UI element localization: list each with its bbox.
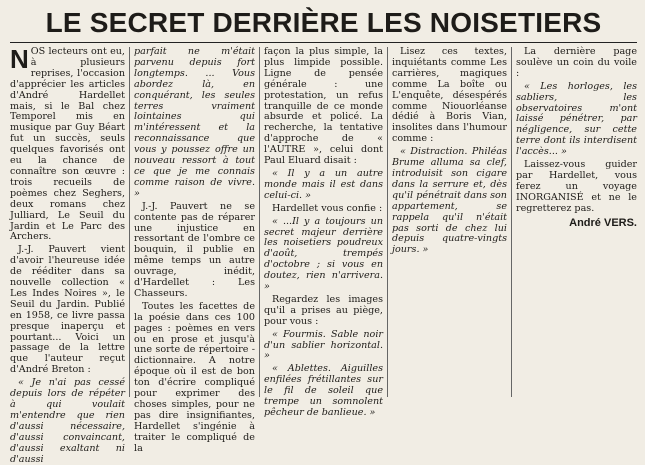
paragraph-text: Laissez-vous guider par Hardellet, vous ferez un voyage INORGANISÉ et ne le regretterez pas. xyxy=(516,159,637,214)
text-column-5 xyxy=(512,47,637,397)
article-body xyxy=(10,44,637,465)
paragraph-text: « Les horloges, les sabliers, les observatoires m'ont laissé pénétrer, par négligence, sur cette terre dont ils interdisent l'accès... » xyxy=(516,80,637,158)
paragraph-c1p3 xyxy=(10,378,125,465)
paragraph-text: « Il y a un autre monde mais il est dans celui-ci. » xyxy=(264,167,383,201)
paragraph-c1p1 xyxy=(10,44,125,243)
title-rule xyxy=(10,42,637,43)
author-signature: André VERS. xyxy=(569,216,637,229)
paragraph-c2p2 xyxy=(134,202,255,300)
text-column-2 xyxy=(130,46,260,454)
paragraph-text: « ...Il y a toujours un secret majeur derrière les noisetiers poudreux d'août, trempés d'octobre ; si vous en doutez, rien n'arrivera. » xyxy=(264,215,383,293)
paragraph-c3p4 xyxy=(264,217,383,293)
paragraph-c4p1 xyxy=(392,47,507,145)
drop-cap: N xyxy=(10,44,29,74)
paragraph-c3p2 xyxy=(264,169,383,202)
paragraph-text: Regardez les images qu'il a prises au piège, pour vous : xyxy=(264,293,383,327)
paragraph-text: façon la plus simple, la plus limpide possible. Ligne de pensée générale : une protestation, un refus tranquille de ce monde absurde et policé. La recherche, la tentative d'approche de « l'AUTRE », celui dont Paul Eluard disait : xyxy=(264,46,383,167)
paragraph-text: La dernière page soulève un coin du voile : xyxy=(516,46,637,79)
paragraph-text: « Distraction. Philéas Brume alluma sa clef, introduisit son cigare dans la serrure et, dès qu'il pénétrait dans son appartement, se rappela qu'il n'était pas sorti de chez lui depuis quatre-vingts jours. » xyxy=(392,146,507,256)
paragraph-c3p3 xyxy=(264,204,383,215)
text-column-4 xyxy=(388,47,512,397)
paragraph-c4p4 xyxy=(516,82,637,158)
paragraph-c3p5 xyxy=(264,295,383,328)
paragraph-text: Toutes les facettes de la poésie dans ces 100 pages : poèmes en vers ou en prose et jusqu'à une sorte de répertoire - dictionnaire. A notre époque où il est de bon ton d'écrire compliqué pour exprimer des choses simples, pour ne pas dire insignifiantes, Hardellet s'ingénie à traiter le compliqué de la xyxy=(134,300,255,454)
paragraph-c2p1 xyxy=(134,47,255,200)
paragraph-c1p2 xyxy=(10,245,125,376)
paragraph-c3p7 xyxy=(264,364,383,419)
paragraph-c4p3 xyxy=(516,47,637,80)
paragraph-c4p2 xyxy=(392,147,507,256)
paragraph-text: « Fourmis. Sable noir d'un sablier horizontal. » xyxy=(264,328,383,362)
paragraph-text: Lisez ces textes, inquiétants comme Les carrières, magiques comme La boîte ou L'enquête, désespérés comme Niouorléanse dédié à Boris Vian, insolites dans l'humour comme : xyxy=(392,46,507,145)
paragraph-text: « Je n'ai pas cessé depuis lors de répéter à qui voulait m'entendre que rien d'aussi nécessaire, d'aussi convaincant, d'aussi exaltant ni d'aussi xyxy=(10,377,125,465)
paragraph-text: J.-J. Pauvert vient d'avoir l'heureuse idée de rééditer dans sa nouvelle collection « Les Indes Noires », le Seuil du Jardin. Publié en 1958, ce livre passa presque inaperçu et pourtant... Voici un passage de la lettre que l'auteur reçut d'André Breton : xyxy=(10,244,125,376)
paragraph-c2p3 xyxy=(134,302,255,455)
paragraph-text: J.-J. Pauvert ne se contente pas de réparer une injustice en ressortant de l'ombre ce bouquin, il publie en même temps un autre ouvrage, inédit, d'Hardellet : Les Chasseurs. xyxy=(134,200,255,299)
paragraph-text: parfait ne m'était parvenu depuis fort longtemps. ... Vous abordez là, en conquérant, les seules terres vraiment lointaines qui m'intéressent et la reconnaissance que vous y poussez offre un nouveau ressort à tout ce que je me connais comme raison de vivre. » xyxy=(134,46,255,199)
paragraph-text: OS lecteurs ont eu, à plusieurs reprises, l'occasion d'apprécier les articles d'André Hardellet mais, si le Bal chez Temporel mis en musique par Guy Béart fut un succès, seuls quelques favorisés ont eu la chance de connaître son œuvre : trois recueils de poèmes chez Seghers, deux romans chez Julliard, Le Seuil du Jardin et Le Parc des Archers. xyxy=(10,46,125,243)
paragraph-c3p1 xyxy=(264,47,383,167)
paragraph-text: Hardellet vous confie : xyxy=(272,202,383,214)
text-column-3 xyxy=(260,46,388,418)
paragraph-c4p5 xyxy=(516,160,637,215)
paragraph-c3p6 xyxy=(264,330,383,363)
article-title: LE SECRET DERRIÈRE LES NOISETIERS xyxy=(45,7,602,38)
paragraph-text: « Ablettes. Aiguilles enfilées frétillantes sur le fil de soleil que trempe un somnolent pêcheur de banlieue. » xyxy=(264,363,383,418)
text-column-1 xyxy=(10,44,130,465)
